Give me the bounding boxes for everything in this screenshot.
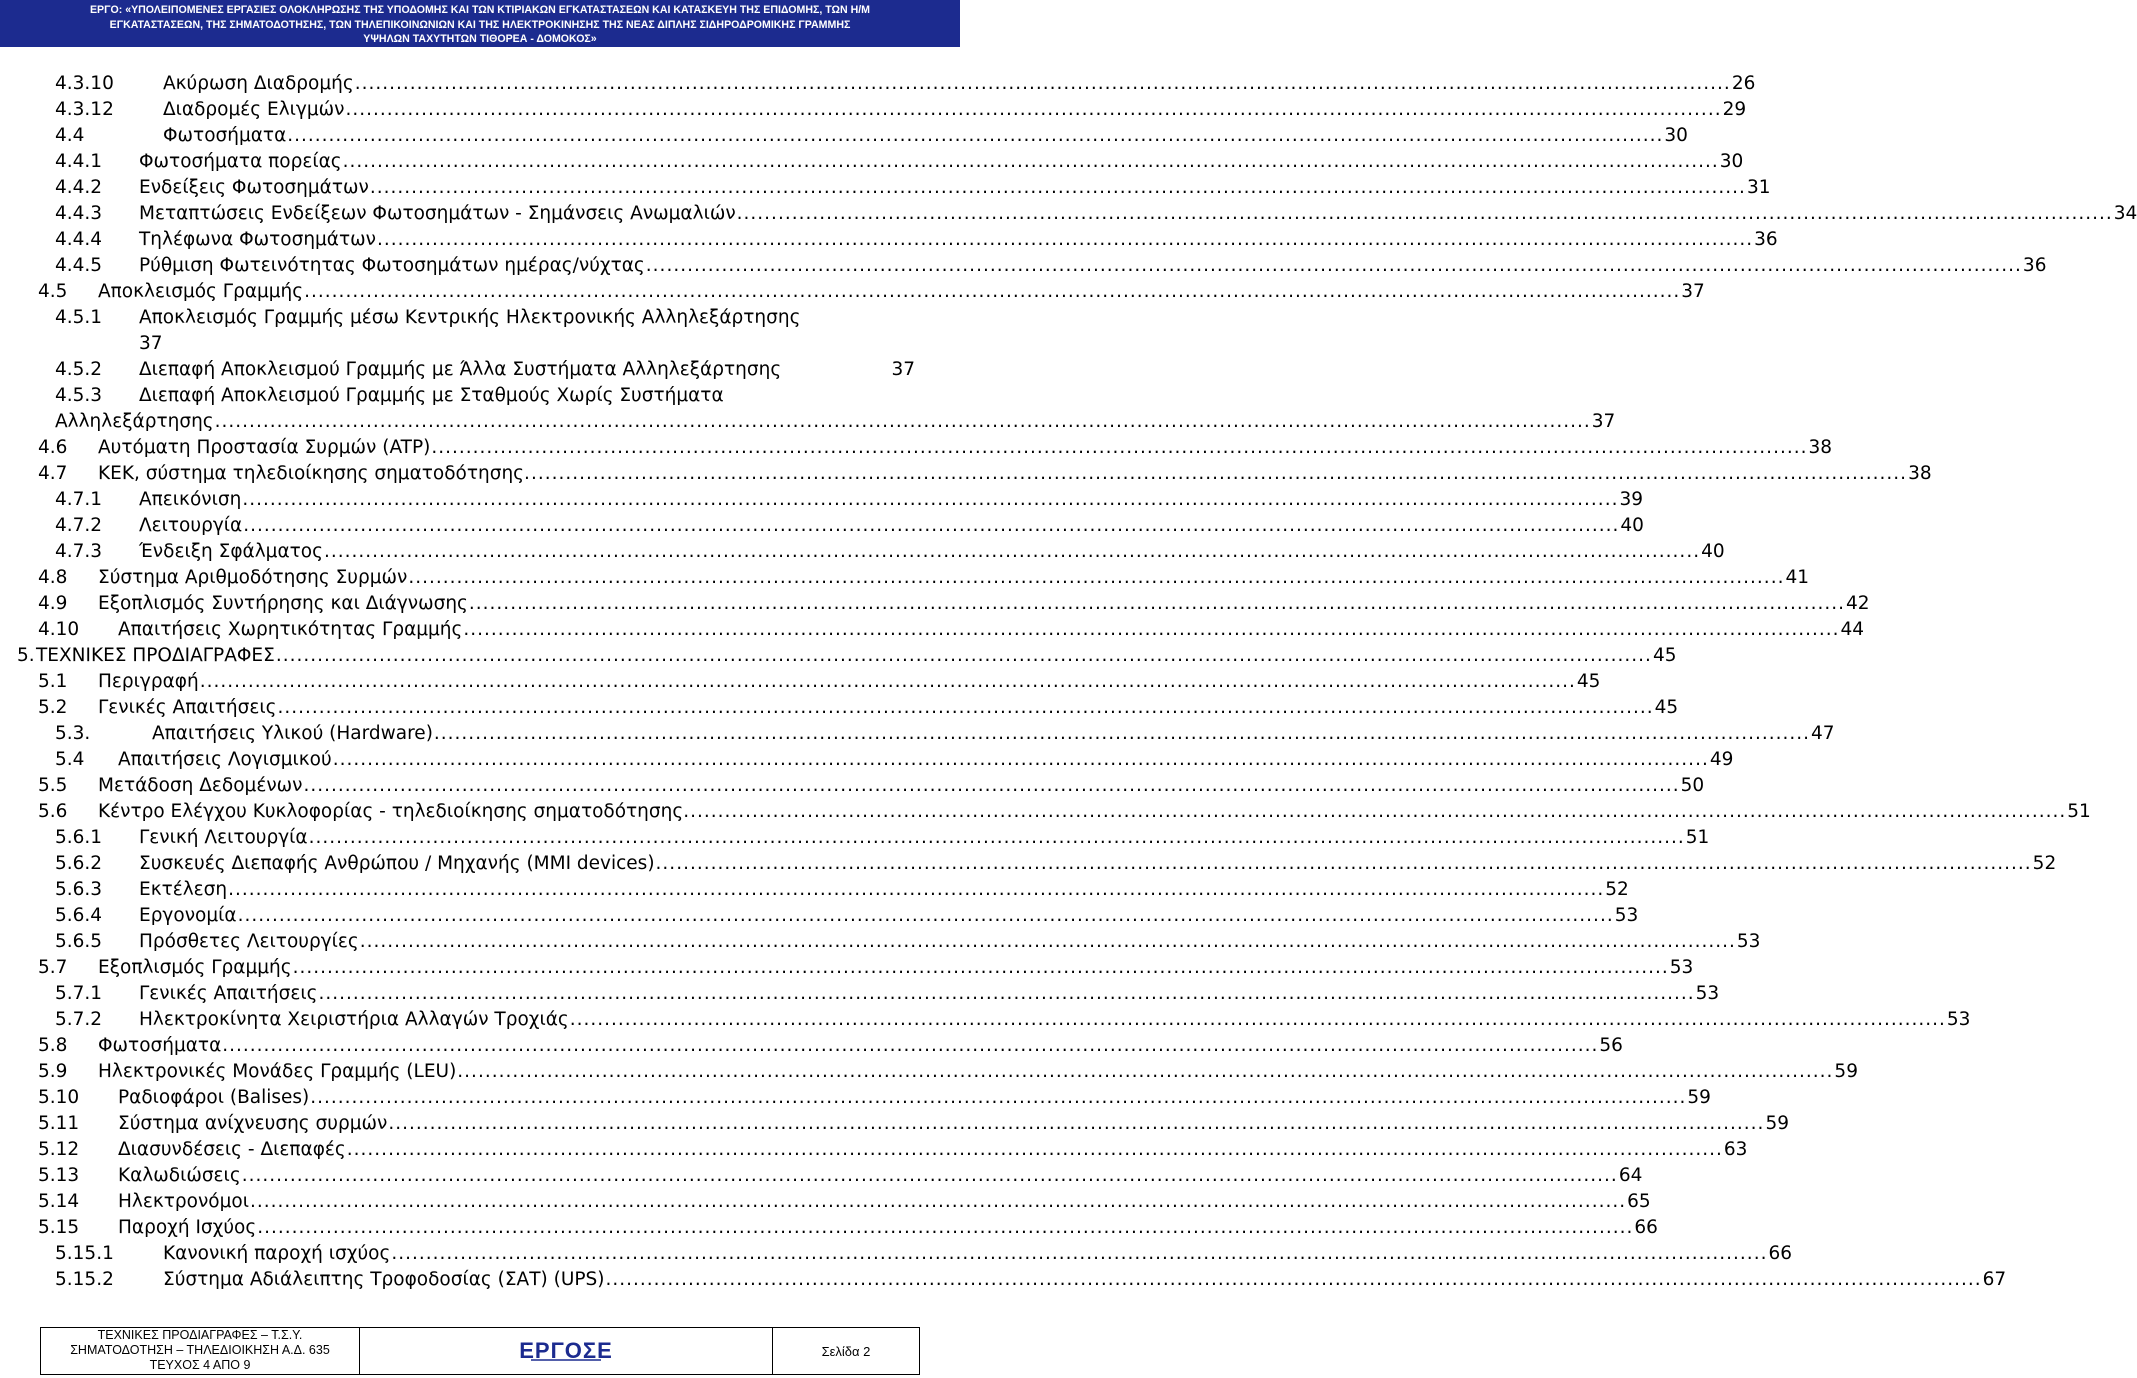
toc-leader-dots: ........................................................................................................................................................................................................	[249, 1191, 1627, 1212]
toc-entry-line	[118, 1189, 1651, 1215]
toc-entry-number: 5.7.1	[55, 983, 103, 1004]
toc-entry-line	[139, 513, 1644, 539]
toc-entry-page: 45	[1576, 671, 1601, 692]
toc-entry-page: 26	[1731, 73, 1756, 94]
toc-entry-line	[163, 97, 1747, 123]
toc-entry-number: 5.7.2	[55, 1009, 103, 1030]
toc-leader-dots: ........................................................................................................................................................................................................	[304, 281, 1681, 302]
toc-entry-number: 5.6	[38, 801, 68, 822]
toc-leader-dots: ........................................................................................................................................................................................................	[605, 1269, 1982, 1290]
toc-entry-title: Εκτέλεση	[139, 879, 228, 900]
toc-entry[interactable]	[0, 1059, 1858, 1085]
toc-entry-number: 4.6	[38, 437, 68, 458]
toc-entry[interactable]	[0, 643, 1677, 669]
toc-leader-dots: ........................................................................................................................................................................................................	[569, 1009, 1946, 1030]
toc-entry-number: 5.6.3	[55, 879, 103, 900]
toc-entry-line	[139, 253, 2047, 279]
toc-entry-number: 5.11	[38, 1113, 80, 1134]
toc-entry-page: 38	[1808, 437, 1833, 458]
toc-leader-dots: ........................................................................................................................................................................................................	[222, 1035, 1599, 1056]
toc-entry-page: 49	[1709, 749, 1734, 770]
toc-entry-number: 5.2	[38, 697, 68, 718]
toc-entry-page: 42	[1846, 593, 1870, 614]
toc-entry-number: 5.1	[38, 671, 68, 692]
toc-entry-line	[98, 565, 1809, 591]
toc-entry-line	[139, 487, 1643, 513]
toc-leader-dots: ........................................................................................................................................................................................................	[303, 775, 1680, 796]
toc-entry-page: 39	[1619, 489, 1643, 510]
ergose-logo	[360, 1328, 773, 1374]
toc-entry-page: 34	[2113, 203, 2137, 224]
footer-doc-info	[41, 1328, 360, 1374]
toc-entry[interactable]	[0, 695, 1679, 721]
toc-entry[interactable]	[0, 825, 1710, 851]
toc-entry-number: 4.4.4	[55, 229, 103, 250]
toc-entry[interactable]	[0, 487, 1643, 513]
toc-leader-dots: ........................................................................................................................................................................................................	[275, 645, 1652, 666]
toc-leader-dots: ........................................................................................................................................................................................................	[318, 983, 1695, 1004]
toc-entry-number: 4.10	[38, 619, 80, 640]
toc-entry-number: 4.7	[38, 463, 68, 484]
toc-entry[interactable]	[0, 305, 960, 354]
toc-entry-number: 4.5.2	[55, 359, 103, 380]
toc-entry-title: Σύστημα ανίχνευσης συρμών	[118, 1113, 388, 1134]
toc-leader-dots: ........................................................................................................................................................................................................	[277, 697, 1654, 718]
toc-entry-page: 56	[1599, 1035, 1623, 1056]
toc-entry-title: Απαιτήσεις Χωρητικότητας Γραμμής	[118, 619, 463, 640]
toc-entry-line	[163, 1267, 2007, 1293]
toc-leader-dots: ........................................................................................................................................................................................................	[199, 671, 1576, 692]
toc-leader-dots: ........................................................................................................................................................................................................	[655, 853, 2032, 874]
toc-entry-number: 5.12	[38, 1139, 80, 1160]
toc-entry-number: 5.10	[38, 1087, 80, 1108]
toc-leader-dots: ........................................................................................................................................................................................................	[287, 125, 1664, 146]
toc-entry-title: Σύστημα Αριθμοδότησης Συρμών	[98, 567, 408, 588]
toc-entry[interactable]	[0, 539, 1725, 565]
toc-entry[interactable]	[0, 903, 1639, 929]
toc-entry-title: Απαιτήσεις Υλικού (Hardware)	[152, 723, 433, 744]
toc-entry-number: 5.3.	[55, 723, 91, 744]
toc-entry-title: Σύστημα Αδιάλειπτης Τροφοδοσίας (ΣΑΤ) (UPS)	[163, 1269, 605, 1290]
toc-entry[interactable]	[0, 1137, 1748, 1163]
toc-entry[interactable]	[0, 929, 1761, 955]
toc-entry-number: 5.4	[55, 749, 85, 770]
toc-entry-line	[98, 1033, 1623, 1059]
toc-entry-line	[98, 279, 1705, 305]
ergose-logo-icon	[511, 1336, 621, 1366]
toc-entry-title: Φωτοσήματα	[163, 125, 287, 146]
toc-entry-page: 64	[1618, 1165, 1643, 1186]
toc-entry-line	[139, 929, 1761, 955]
toc-entry-title: Ηλεκτροκίνητα Χειριστήρια Αλλαγών Τροχιάς	[139, 1009, 569, 1030]
toc-entry-line	[139, 851, 2057, 877]
toc-entry[interactable]	[0, 1085, 1711, 1111]
toc-leader-dots: ........................................................................................................................................................................................................	[736, 203, 2113, 224]
toc-entry-number: 4.7.1	[55, 489, 103, 510]
toc-entry-title: Φωτοσήματα πορείας	[139, 151, 342, 172]
toc-entry-page: 59	[1765, 1113, 1789, 1134]
toc-entry-line	[163, 1241, 1792, 1267]
toc-entry-title: Κέντρο Ελέγχου Κυκλοφορίας - τηλεδιοίκησης σηματοδότησης.	[98, 801, 690, 822]
toc-leader-dots: ........................................................................................................................................................................................................	[468, 593, 1846, 614]
toc-entry-title: Γενική Λειτουργία	[139, 827, 308, 848]
toc-entry-line	[55, 409, 1616, 435]
toc-entry-line	[98, 591, 1870, 617]
toc-entry-number: 4.9	[38, 593, 68, 614]
toc-leader-dots: ........................................................................................................................................................................................................	[391, 1243, 1768, 1264]
toc-entry-line	[98, 461, 1932, 487]
toc-entry-line	[139, 357, 915, 383]
footer-line-2: ΣΗΜΑΤΟΔΟΤΗΣΗ – ΤΗΛΕΔΙΟΙΚΗΣΗ Α.Δ. 635	[70, 1343, 330, 1357]
header-line-2: ΕΓΚΑΤΑΣΤΑΣΕΩΝ, ΤΗΣ ΣΗΜΑΤΟΔΟΤΗΣΗΣ, ΤΩΝ ΤΗΛΕΠΙΚΟΙΝΩΝΙΩΝ ΚΑΙ ΤΗΣ ΗΛΕΚΤΡΟΚΙΝΗΣΗΣ ΤΗΣ ΝΕΑΣ ΔΙΠΛΗΣ ΣΙΔΗΡΟΔΡΟΜΙΚΗΣ ΓΡΑΜΜΗΣ	[109, 18, 851, 31]
logo-text: ΕΡΓΟΣΕ	[519, 1338, 613, 1363]
toc-entry-line	[98, 1059, 1858, 1085]
toc-entry[interactable]	[0, 1215, 1658, 1241]
toc-entry-title: Διασυνδέσεις - Διεπαφές	[118, 1139, 346, 1160]
toc-entry[interactable]	[0, 1189, 1651, 1215]
toc-leader-dots: ........................................................................................................................................................................................................	[369, 177, 1746, 198]
toc-entry[interactable]	[0, 1007, 1971, 1033]
toc-leader-dots: ........................................................................................................................................................................................................	[237, 905, 1614, 926]
toc-entry-line	[36, 643, 1677, 669]
toc-entry-page: 53	[1946, 1009, 1971, 1030]
toc-entry-line	[98, 695, 1679, 721]
toc-entry-number: 4.4.2	[55, 177, 103, 198]
toc-entry-line	[152, 721, 1835, 747]
toc-leader-dots: ........................................................................................................................................................................................................	[431, 437, 1808, 458]
toc-entry-line	[139, 175, 1771, 201]
toc-entry-page: 52	[1605, 879, 1629, 900]
toc-entry-line	[98, 799, 2091, 825]
toc-leader-dots: ........................................................................................................................................................................................................	[241, 1165, 1618, 1186]
toc-entry-number: 5.	[17, 645, 35, 666]
toc-leader-dots: ........................................................................................................................................................................................................	[345, 99, 1722, 120]
toc-entry-page: 53	[1736, 931, 1761, 952]
toc-entry-number: 4.4.1	[55, 151, 103, 172]
toc-entry[interactable]	[0, 253, 2047, 279]
toc-entry-title: Διεπαφή Αποκλεισμού Γραμμής με Σταθμούς Χωρίς Συστήματα	[139, 385, 724, 406]
toc-leader-dots: ........................................................................................................................................................................................................	[690, 801, 2067, 822]
toc-entry[interactable]	[0, 851, 2057, 877]
toc-leader-dots: ........................................................................................................................................................................................................	[243, 515, 1620, 536]
footer-line-3: ΤΕΥΧΟΣ 4 ΑΠΟ 9	[149, 1358, 251, 1372]
toc-entry-number: 5.15.2	[55, 1269, 114, 1290]
toc-entry-page: 59	[1834, 1061, 1858, 1082]
toc-entry-title: Καλωδιώσεις	[118, 1165, 241, 1186]
toc-entry-page: 47	[1811, 723, 1835, 744]
toc-entry-line	[163, 71, 1756, 97]
toc-entry-page: 30	[1664, 125, 1688, 146]
toc-leader-dots: ........................................................................................................................................................................................................	[433, 723, 1811, 744]
toc-entry-title: Απαιτήσεις Λογισμικού	[118, 749, 332, 770]
toc-entry-title: Εξοπλισμός Γραμμής	[98, 957, 292, 978]
toc-entry-title: Αποκλεισμός Γραμμής μέσω Κεντρικής Ηλεκτρονικής Αλληλεξάρτησης	[139, 307, 801, 328]
toc-entry-page: 63	[1723, 1139, 1748, 1160]
toc-entry[interactable]	[0, 97, 1747, 123]
toc-entry-page: 67	[1982, 1269, 2007, 1290]
toc-entry[interactable]	[0, 1033, 1623, 1059]
toc-entry[interactable]	[0, 617, 1865, 643]
toc-entry-page: 66	[1634, 1217, 1658, 1238]
toc-leader-dots: ........................................................................................................................................................................................................	[463, 619, 1840, 640]
toc-leader-dots: ........................................................................................................................................................................................................	[645, 255, 2022, 276]
toc-entry[interactable]	[0, 461, 1932, 487]
toc-leader-dots: ........................................................................................................................................................................................................	[257, 1217, 1634, 1238]
toc-leader-dots: ........................................................................................................................................................................................................	[214, 411, 1591, 432]
toc-entry[interactable]	[0, 1163, 1643, 1189]
toc-entry-page: 65	[1627, 1191, 1651, 1212]
toc-entry-title: Διαδρομές Ελιγμών	[163, 99, 345, 120]
toc-entry-number: 5.15.1	[55, 1243, 114, 1264]
toc-entry-title: Συσκευές Διεπαφής Ανθρώπου / Μηχανής (MMI devices)	[139, 853, 655, 874]
footer-page-number: Σελίδα 2	[821, 1343, 871, 1359]
toc-leader-dots: ........................................................................................................................................................................................................	[228, 879, 1605, 900]
toc-entry-page: 45	[1654, 697, 1679, 718]
toc-entry-title: Ραδιοφάροι (Balises)	[118, 1087, 310, 1108]
toc-entry-page: 50	[1680, 775, 1705, 796]
toc-entry-line	[98, 669, 1601, 695]
toc-entry-line	[139, 825, 1710, 851]
toc-leader-dots: ........................................................................................................................................................................................................	[323, 541, 1701, 562]
toc-leader-dots: ........................................................................................................................................................................................................	[310, 1087, 1687, 1108]
toc-entry[interactable]	[0, 981, 1720, 1007]
toc-entry-page: 37	[1681, 281, 1705, 302]
toc-entry-line	[118, 1111, 1789, 1137]
toc-entry[interactable]	[0, 669, 1601, 695]
toc-entry-number: 5.7	[38, 957, 68, 978]
toc-entry[interactable]	[0, 435, 1833, 461]
toc-entry-line	[139, 877, 1629, 903]
toc-entry-title: Πρόσθετες Λειτουργίες	[139, 931, 359, 952]
toc-entry-number: 4.7.2	[55, 515, 103, 536]
toc-entry-line	[98, 773, 1705, 799]
toc-entry-title: Λειτουργία	[139, 515, 243, 536]
toc-leader-dots: ........................................................................................................................................................................................................	[359, 931, 1736, 952]
toc-entry-line	[118, 747, 1734, 773]
toc-entry-line	[139, 149, 1744, 175]
toc-entry[interactable]	[0, 383, 1616, 432]
footer-line-1: ΤΕΧΝΙΚΕΣ ΠΡΟΔΙΑΓΡΑΦΕΣ – Τ.Σ.Υ.	[97, 1328, 303, 1342]
toc-entry-number: 4.7.3	[55, 541, 103, 562]
toc-entry-number: 5.6.1	[55, 827, 103, 848]
toc-entry-page: 31	[1746, 177, 1771, 198]
toc-entry-line	[118, 1085, 1711, 1111]
toc-leader-dots: ........................................................................................................................................................................................................	[530, 463, 1908, 484]
toc-entry[interactable]	[0, 565, 1809, 591]
toc-leader-dots: ........................................................................................................................................................................................................	[408, 567, 1785, 588]
toc-entry-title: Εργονομία	[139, 905, 237, 926]
toc-entry-number: 4.3.10	[55, 73, 114, 94]
toc-leader-dots: ........................................................................................................................................................................................................	[342, 151, 1719, 172]
toc-entry-line	[139, 981, 1720, 1007]
toc-entry-page: 41	[1785, 567, 1809, 588]
toc-entry-page: 52	[2032, 853, 2057, 874]
toc-entry-line	[118, 1163, 1643, 1189]
toc-entry-page: 37	[139, 333, 163, 354]
toc-entry-line	[139, 903, 1639, 929]
toc-entry-number: 5.6.2	[55, 853, 103, 874]
document-header	[0, 0, 960, 47]
toc-entry-line	[139, 227, 1778, 253]
toc-entry-title-continued: Αλληλεξάρτησης	[55, 411, 214, 432]
toc-entry-title: Ηλεκτρονικές Μονάδες Γραμμής (LEU)	[98, 1061, 457, 1082]
toc-entry-title: Φωτοσήματα	[98, 1035, 222, 1056]
toc-entry-number: 5.5	[38, 775, 68, 796]
toc-entry-title: Ένδειξη Σφάλματος	[139, 541, 323, 562]
toc-entry[interactable]	[0, 877, 1629, 903]
toc-entry-page: 37	[1591, 411, 1616, 432]
toc-entry-number: 5.6.4	[55, 905, 103, 926]
toc-entry-number: 5.15	[38, 1217, 80, 1238]
toc-entry-line	[118, 617, 1865, 643]
toc-entry[interactable]	[0, 1267, 2007, 1293]
toc-leader-dots: ........................................................................................................................................................................................................	[308, 827, 1685, 848]
toc-entry-page: 53	[1695, 983, 1720, 1004]
toc-entry[interactable]	[0, 721, 1835, 747]
toc-leader-dots: ........................................................................................................................................................................................................	[457, 1061, 1834, 1082]
toc-entry-line	[139, 539, 1725, 565]
toc-entry-title: Εξοπλισμός Συντήρησης και Διάγνωσης	[98, 593, 468, 614]
toc-entry-page: 40	[1701, 541, 1725, 562]
toc-entry-line	[98, 435, 1833, 461]
toc-entry[interactable]	[0, 773, 1705, 799]
toc-entry-number: 5.14	[38, 1191, 80, 1212]
toc-entry[interactable]	[0, 201, 2137, 227]
toc-leader-dots: ........................................................................................................................................................................................................	[332, 749, 1709, 770]
toc-entry[interactable]	[0, 591, 1870, 617]
toc-entry-title: Μεταπτώσεις Ενδείξεων Φωτοσημάτων - Σημάνσεις Ανωμαλιών	[139, 203, 736, 224]
toc-entry-page: 45	[1652, 645, 1677, 666]
toc-leader-dots: ........................................................................................................................................................................................................	[376, 229, 1754, 250]
toc-entry-number: 5.6.5	[55, 931, 103, 952]
toc-entry-line	[163, 123, 1688, 149]
toc-entry-title: Κανονική παροχή ισχύος	[163, 1243, 391, 1264]
toc-entry[interactable]	[0, 149, 1744, 175]
toc-entry-title: Ρύθμιση Φωτεινότητας Φωτοσημάτων ημέρας/νύχτας	[139, 255, 645, 276]
toc-entry-page: 53	[1669, 957, 1694, 978]
toc-entry-number: 4.4.3	[55, 203, 103, 224]
toc-entry-title: Παροχή Ισχύος	[118, 1217, 257, 1238]
toc-entry-page: 36	[1754, 229, 1778, 250]
toc-entry-page: 36	[2022, 255, 2047, 276]
toc-entry[interactable]	[0, 279, 1705, 305]
toc-entry-page: 37	[891, 359, 915, 380]
toc-entry[interactable]	[0, 513, 1644, 539]
toc-entry-title: Ακύρωση Διαδρομής	[163, 73, 354, 94]
toc-entry-number: 4.5.3	[55, 385, 103, 406]
toc-entry-number: 5.9	[38, 1061, 68, 1082]
toc-entry-title: Περιγραφή	[98, 671, 199, 692]
toc-entry-title: Γενικές Απαιτήσεις	[139, 983, 318, 1004]
toc-entry-title: Αυτόματη Προστασία Συρμών (ATP)	[98, 437, 431, 458]
toc-entry-title: Ηλεκτρονόμοι	[118, 1191, 249, 1212]
toc-leader-dots: ........................................................................................................................................................................................................	[292, 957, 1669, 978]
toc-entry-line	[98, 955, 1694, 981]
toc-entry-title: Τηλέφωνα Φωτοσημάτων	[139, 229, 376, 250]
header-line-3: ΥΨΗΛΩΝ ΤΑΧΥΤΗΤΩΝ ΤΙΘΟΡΕΑ - ΔΟΜΟΚΟΣ»	[363, 33, 597, 45]
document-footer	[40, 1327, 920, 1375]
toc-entry-number: 5.8	[38, 1035, 68, 1056]
toc-entry-title: ΚΕΚ, σύστημα τηλεδιοίκησης σηματοδότησης.	[98, 463, 530, 484]
toc-entry-number: 4.4	[55, 125, 85, 146]
toc-entry-line	[118, 1215, 1658, 1241]
toc-leader-dots: ........................................................................................................................................................................................................	[354, 73, 1731, 94]
header-line-1: ΕΡΓΟ: «ΥΠΟΛΕΙΠΟΜΕΝΕΣ ΕΡΓΑΣΙΕΣ ΟΛΟΚΛΗΡΩΣΗΣ ΤΗΣ ΥΠΟΔΟΜΗΣ ΚΑΙ ΤΩΝ ΚΤΙΡΙΑΚΩΝ ΕΓΚΑΤΑΣΤΑΣΕΩΝ ΚΑΙ ΚΑΤΑΣΚΕΥΗ ΤΗΣ ΕΠΙΔΟΜΗΣ, ΤΩΝ Η/Μ	[89, 4, 870, 16]
toc-leader-dots: ........................................................................................................................................................................................................	[388, 1113, 1765, 1134]
toc-entry-title: Διεπαφή Αποκλεισμού Γραμμής με Άλλα Συστήματα Αλληλεξάρτησης	[139, 359, 782, 380]
toc-entry[interactable]	[0, 747, 1734, 773]
toc-entry-title: Ενδείξεις Φωτοσημάτων	[139, 177, 369, 198]
toc-entry-page: 44	[1840, 619, 1865, 640]
toc-entry-title: Μετάδοση Δεδομένων	[98, 775, 303, 796]
toc-entry[interactable]	[0, 1241, 1792, 1267]
toc-entry-page: 51	[2067, 801, 2091, 822]
toc-entry[interactable]	[0, 357, 960, 383]
toc-entry-number: 5.13	[38, 1165, 80, 1186]
toc-entry-title: Γενικές Απαιτήσεις	[98, 697, 277, 718]
toc-entry-page: 30	[1719, 151, 1744, 172]
toc-entry-line	[139, 1007, 1971, 1033]
toc-entry-page: 40	[1620, 515, 1644, 536]
toc-leader-dots: ........................................................................................................................................................................................................	[346, 1139, 1723, 1160]
toc-entry-line	[118, 1137, 1748, 1163]
toc-entry-number: 4.5	[38, 281, 68, 302]
toc-entry-title: ΤΕΧΝΙΚΕΣ ΠΡΟΔΙΑΓΡΑΦΕΣ	[36, 645, 275, 666]
toc-entry[interactable]	[0, 227, 1778, 253]
toc-entry-line	[139, 201, 2137, 227]
toc-entry-title: Απεικόνιση	[139, 489, 242, 510]
toc-entry-title: Αποκλεισμός Γραμμής	[98, 281, 304, 302]
toc-entry-number: 4.5.1	[55, 307, 103, 328]
toc-entry-page: 59	[1687, 1087, 1711, 1108]
toc-entry[interactable]	[0, 1111, 1789, 1137]
toc-entry[interactable]	[0, 175, 1771, 201]
toc-entry[interactable]	[0, 71, 1756, 97]
toc-entry-page: 38	[1908, 463, 1932, 484]
toc-entry[interactable]	[0, 955, 1694, 981]
toc-entry[interactable]	[0, 123, 1688, 149]
toc-leader-dots: ........................................................................................................................................................................................................	[242, 489, 1619, 510]
toc-entry-page: 51	[1685, 827, 1710, 848]
toc-entry-page: 66	[1768, 1243, 1792, 1264]
toc-entry-number: 4.4.5	[55, 255, 103, 276]
toc-entry[interactable]	[0, 799, 2091, 825]
toc-entry-page: 53	[1614, 905, 1639, 926]
toc-entry-page: 29	[1722, 99, 1747, 120]
toc-entry-number: 4.8	[38, 567, 68, 588]
toc-entry-number: 4.3.12	[55, 99, 114, 120]
